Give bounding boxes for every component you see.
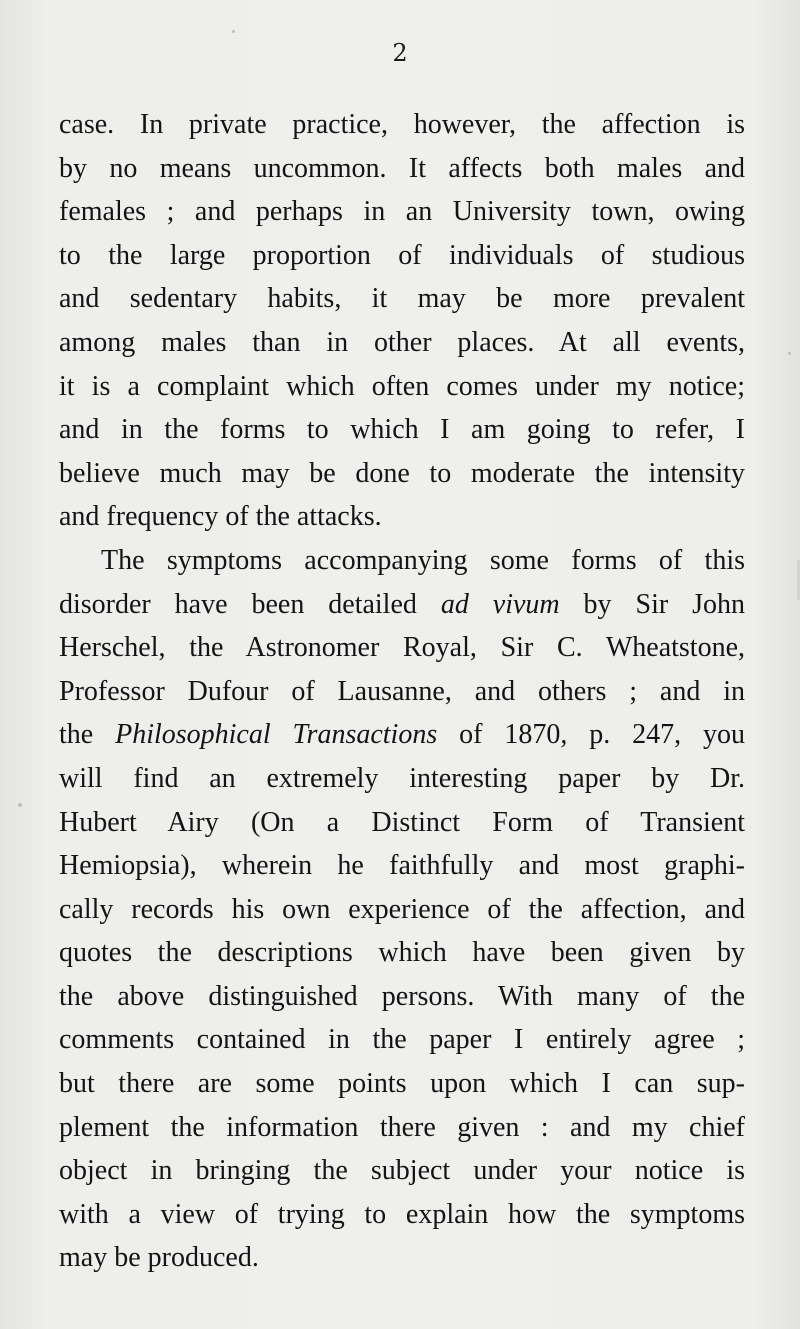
text-line: plement the information there given : and my chief [59,1111,745,1143]
ink-speck [18,803,22,807]
text-line: object in bringing the subject under your notice is [59,1155,745,1187]
text-line: to the large proportion of individuals of studious [59,239,745,271]
text-line [59,583,745,627]
text-line: may be produced. [59,1242,259,1274]
text-line [59,713,745,757]
text-line: among males than in other places. At all events, [59,326,745,358]
text-line: and sedentary habits, it may be more prevalent [59,283,745,315]
page-number: 2 [392,39,408,67]
italic-text: Philosophical Transactions [115,719,438,751]
text-line: believe much may be done to moderate the intensity [59,457,745,489]
text-line: comments contained in the paper I entirely agree ; [59,1024,745,1056]
text-line: it is a complaint which often comes under my notice; [59,370,745,402]
text-line: Professor Dufour of Lausanne, and others ; and in [59,675,745,707]
text-line: quotes the descriptions which have been given by [59,937,745,969]
text-line: Herschel, the Astronomer Royal, Sir C. Wheatstone, [59,632,745,664]
text-line: females ; and perhaps in an University town, owing [59,196,745,228]
body-text [59,103,745,1280]
text-line: Hubert Airy (On a Distinct Form of Transient [59,806,745,838]
text-line: but there are some points upon which I can sup- [59,1068,745,1100]
text-segment: by Sir John [559,588,745,620]
text-line: Hemiopsia), wherein he faithfully and most graphi- [59,850,745,882]
italic-text: ad vivum [440,588,560,620]
ink-speck [232,30,235,33]
text-line: cally records his own experience of the affection, and [59,893,745,925]
text-line: will find an extremely interesting paper by Dr. [59,762,745,794]
text-segment: the [59,719,116,751]
text-line: and in the forms to which I am going to refer, I [59,414,745,446]
text-segment: disorder have been detailed [59,588,441,620]
text-line: with a view of trying to explain how the symptoms [59,1198,745,1230]
text-line: and frequency of the attacks. [59,501,382,533]
text-line: case. In private practice, however, the affection is [59,109,745,140]
paragraph-first-line: The symptoms accompanying some forms of this [101,544,745,576]
text-segment: of 1870, p. 247, you [437,719,745,751]
text-line: by no means uncommon. It affects both males and [59,152,745,184]
text-line: the above distinguished persons. With many of the [59,980,745,1012]
ink-speck [788,352,791,355]
